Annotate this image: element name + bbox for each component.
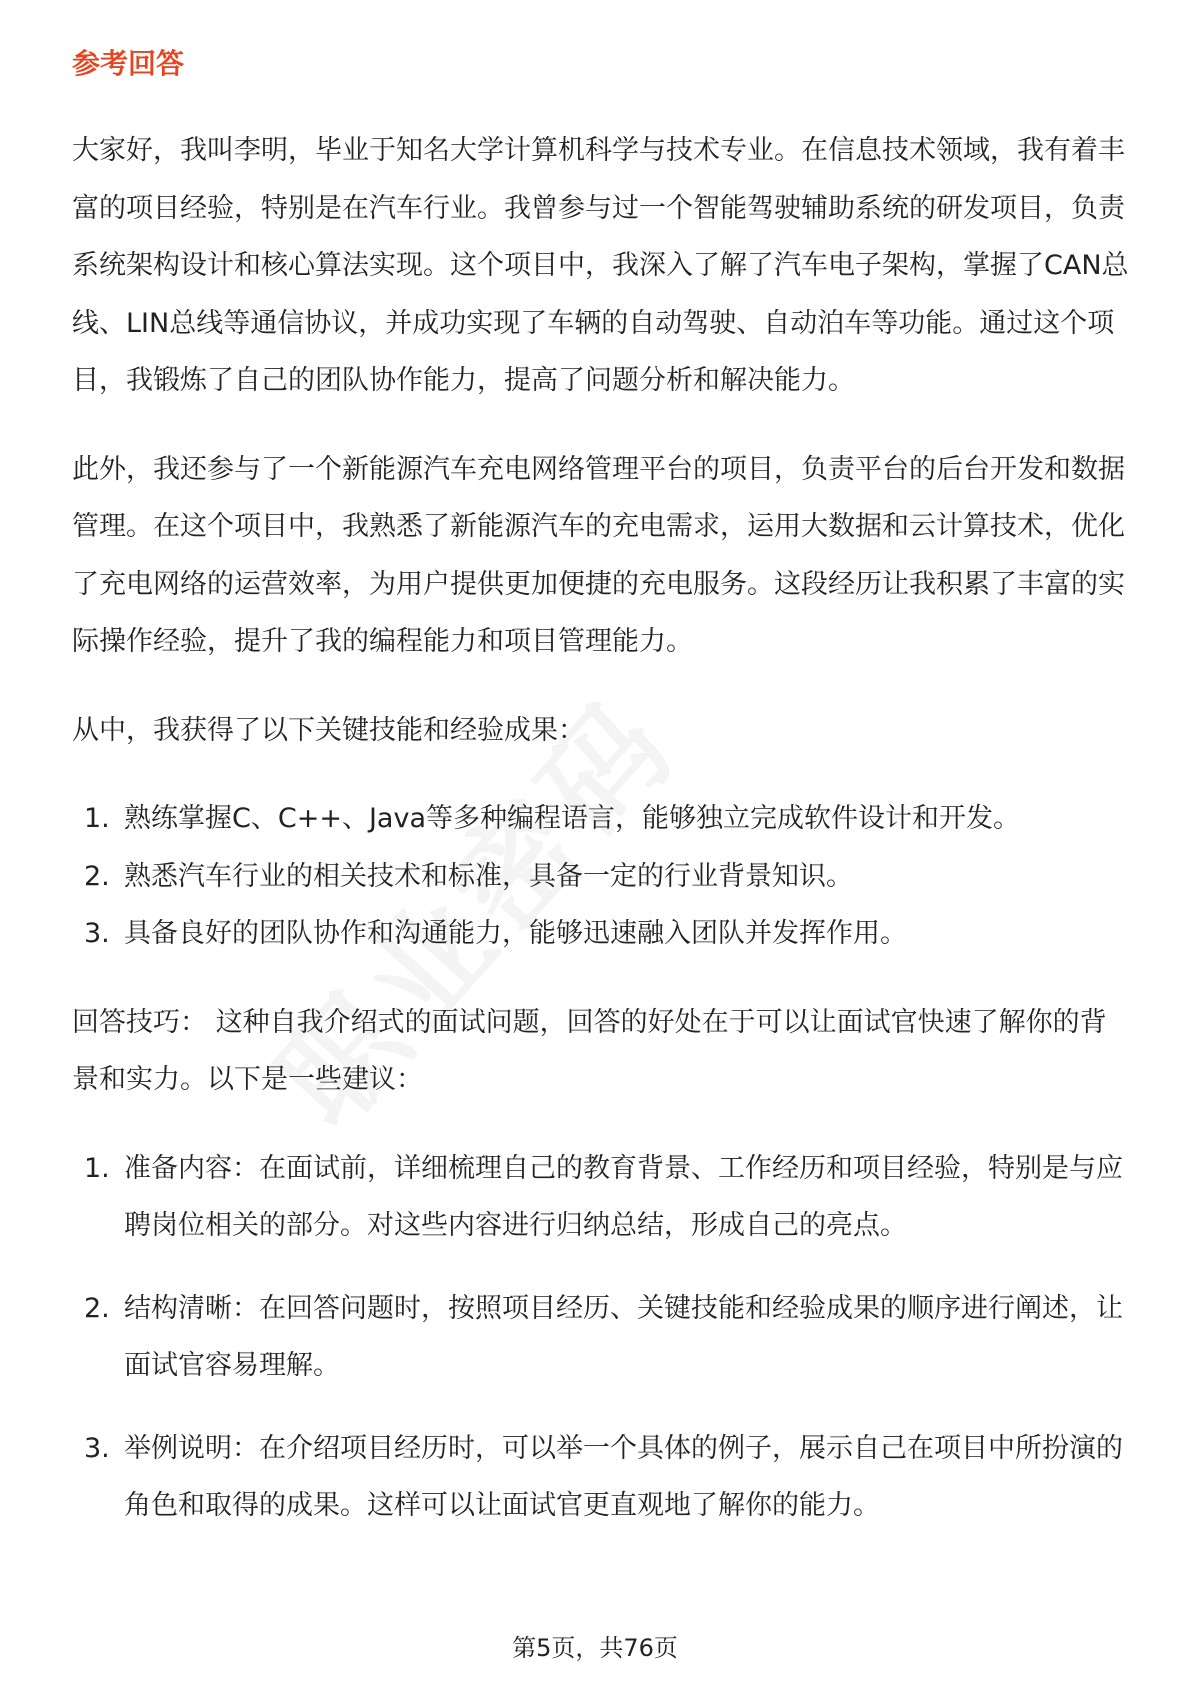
list-number: 1. — [84, 1152, 110, 1184]
list-item-text: 结构清晰：在回答问题时，按照项目经历、关键技能和经验成果的顺序进行阐述，让面试官容易理解。 — [124, 1292, 1123, 1382]
tips-paragraph: 回答技巧： 这种自我介绍式的面试问题，回答的好处在于可以让面试官快速了解你的背景和实力。以下是一些建议： — [72, 1006, 1107, 1096]
list-item-text: 熟练掌握C、C++、Java等多种编程语言，能够独立完成软件设计和开发。 — [124, 803, 1020, 835]
list-number: 1. — [84, 803, 110, 835]
intro-paragraph-1: 大家好，我叫李明，毕业于知名大学计算机科学与技术专业。在信息技术领域，我有着丰富的项目经验，特别是在汽车行业。我曾参与过一个智能驾驶辅助系统的研发项目，负责系统架构设计和核心算法实现。这个项目中，我深入了解了汽车电子架构，掌握了CAN总线、LIN总线等通信协议，并成功实现了车辆的自动驾驶、自动泊车等功能。通过这个项目，我锻炼了自己的团队协作能力，提高了问题分析和解决能力。 — [72, 135, 1129, 397]
intro-paragraph-2: 此外，我还参与了一个新能源汽车充电网络管理平台的项目，负责平台的后台开发和数据管理。在这个项目中，我熟悉了新能源汽车的充电需求，运用大数据和云计算技术，优化了充电网络的运营效率，为用户提供更加便捷的充电服务。这段经历让我积累了丰富的实际操作经验，提升了我的编程能力和项目管理能力。 — [72, 453, 1125, 658]
list-number: 2. — [84, 860, 110, 892]
list-item-text: 举例说明：在介绍项目经历时，可以举一个具体的例子，展示自己在项目中所扮演的角色和取得的成果。这样可以让面试官更直观地了解你的能力。 — [124, 1432, 1123, 1522]
list-item-text: 具备良好的团队协作和沟通能力，能够迅速融入团队并发挥作用。 — [124, 918, 907, 950]
list-item-text: 熟悉汽车行业的相关技术和标准，具备一定的行业背景知识。 — [124, 860, 853, 892]
list-item — [72, 790, 1132, 848]
page-number-footer: 第5页，共76页 — [512, 1634, 678, 1662]
list-item — [72, 1280, 1132, 1395]
list-number: 3. — [84, 1432, 110, 1464]
tips-list — [72, 1140, 1132, 1535]
list-number: 3. — [84, 918, 110, 950]
list-item — [72, 1420, 1132, 1535]
list-item — [72, 1140, 1132, 1255]
skills-list — [72, 790, 1132, 963]
list-item — [72, 905, 1132, 963]
skills-lead-in: 从中，我获得了以下关键技能和经验成果： — [72, 714, 585, 746]
list-item-text: 准备内容：在面试前，详细梳理自己的教育背景、工作经历和项目经验，特别是与应聘岗位相关的部分。对这些内容进行归纳总结，形成自己的亮点。 — [124, 1152, 1123, 1242]
section-heading: 参考回答 — [72, 47, 185, 80]
document-page — [72, 46, 1132, 1560]
list-item — [72, 848, 1132, 906]
list-number: 2. — [84, 1292, 110, 1324]
